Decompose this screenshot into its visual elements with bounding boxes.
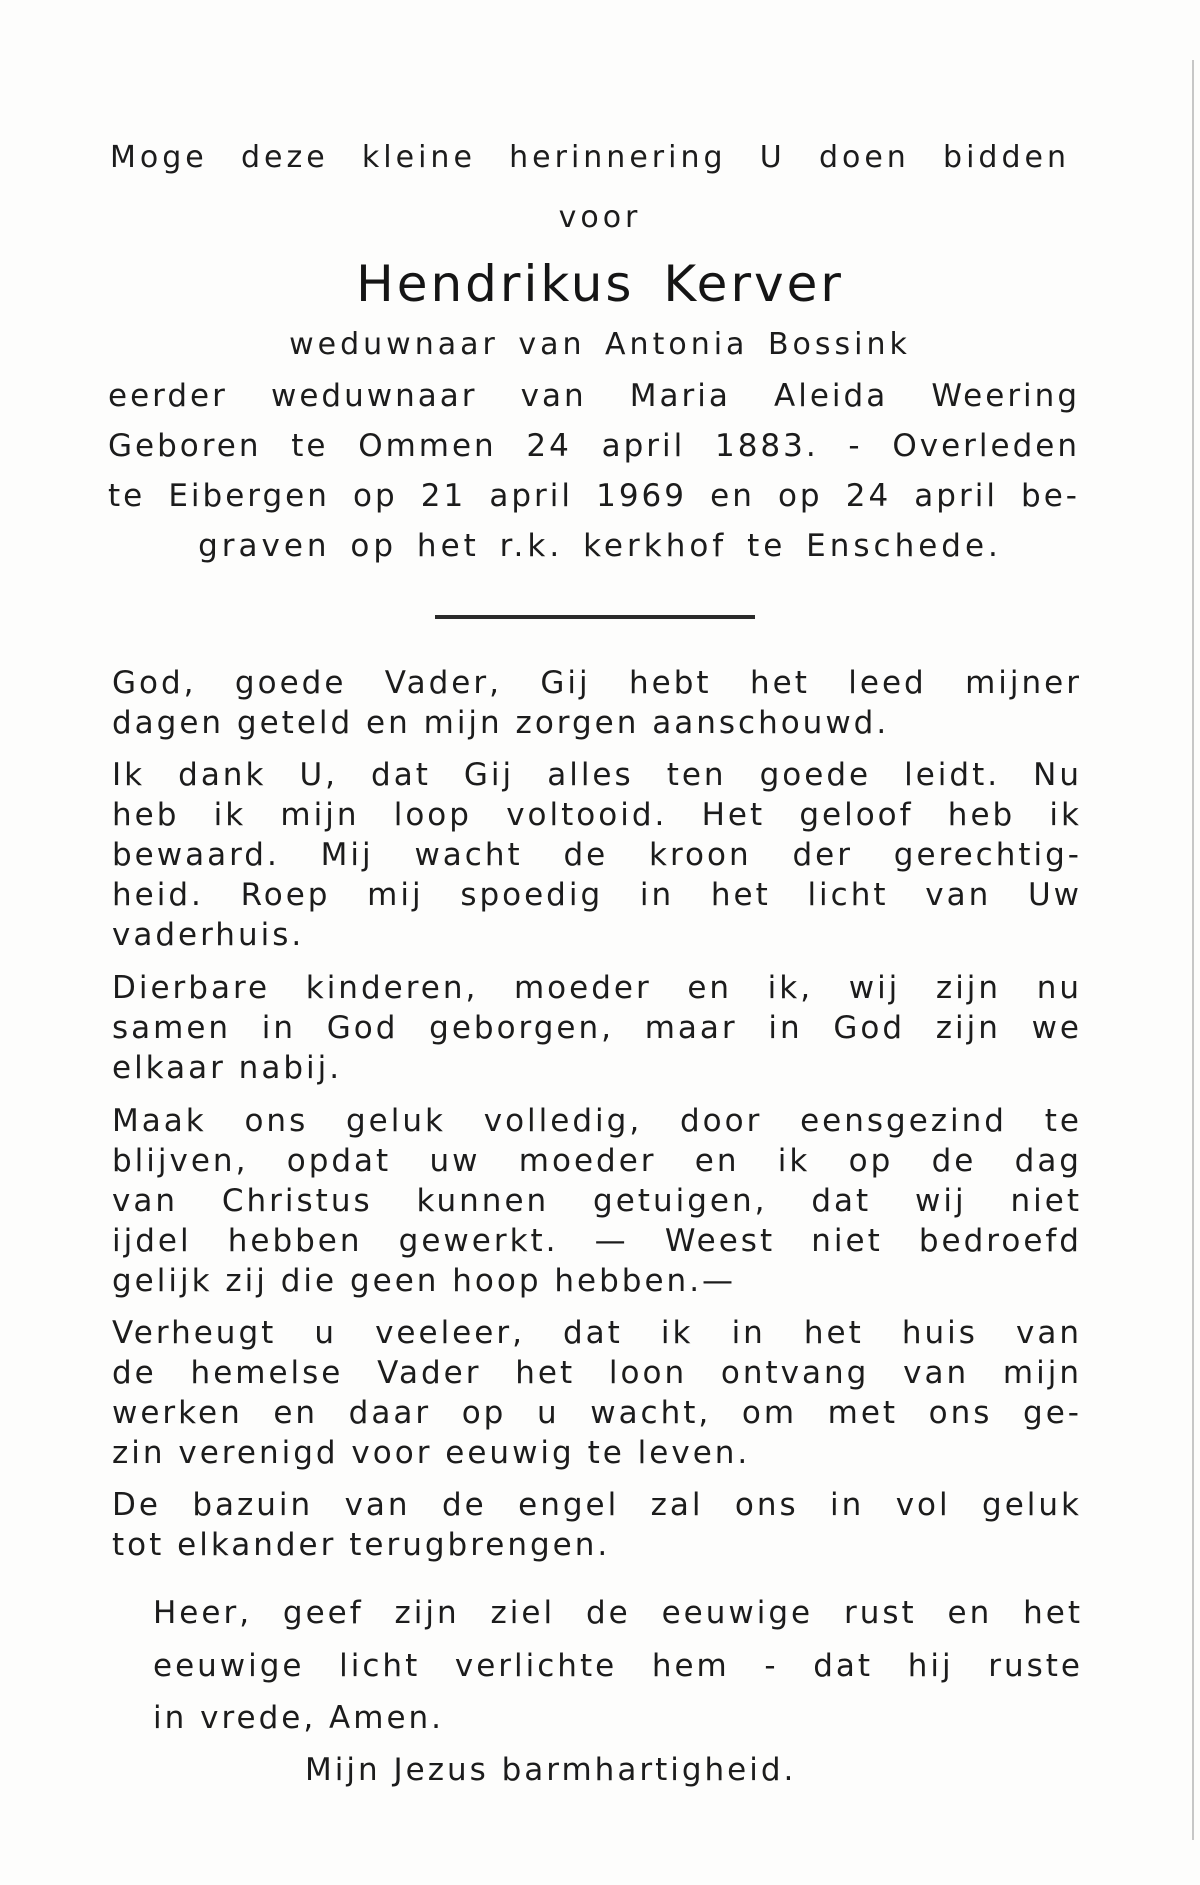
voor-line: voor [558,200,642,235]
bio-line-born: Geboren te Ommen 24 april 1883. - Overleden [108,428,1080,464]
prayer-line: werken en daar op u wacht, om met ons ge- [112,1395,1082,1431]
separator-rule [435,615,755,619]
prayer-line: De bazuin van de engel zal ons in vol geluk [112,1487,1082,1523]
prayer-line: gelijk zij die geen hoop hebben.— [112,1263,737,1299]
final-prayer-line: Heer, geef zijn ziel de eeuwige rust en het [153,1595,1083,1631]
prayer-line: Verheugt u veeleer, dat ik in het huis van [112,1315,1082,1351]
prayer-line: dagen geteld en mijn zorgen aanschouwd. [112,705,890,741]
prayer-line: Maak ons geluk volledig, door eensgezind te [112,1103,1082,1139]
deceased-name: Hendrikus Kerver [356,255,844,313]
bio-line-died: te Eibergen op 21 april 1969 en op 24 april be- [108,478,1080,514]
prayer-line: heid. Roep mij spoedig in het licht van Uw [112,877,1082,913]
prayer-line: ijdel hebben gewerkt. — Weest niet bedroefd [112,1223,1082,1259]
prayer-line: elkaar nabij. [112,1050,343,1086]
prayer-line: tot elkander terugbrengen. [112,1527,611,1563]
final-prayer-line: eeuwige licht verlichte hem - dat hij ruste [153,1648,1083,1684]
prayer-line: samen in God geborgen, maar in God zijn we [112,1010,1082,1046]
closing-invocation: Mijn Jezus barmhartigheid. [305,1752,797,1788]
final-prayer-line: in vrede, Amen. [153,1700,445,1736]
prayer-line: heb ik mijn loop voltooid. Het geloof heb ik [112,797,1082,833]
bio-line-widower: weduwnaar van Antonia Bossink [289,327,911,362]
prayer-line: de hemelse Vader het loon ontvang van mijn [112,1355,1082,1391]
prayer-line: blijven, opdat uw moeder en ik op de dag [112,1143,1082,1179]
prayer-line: God, goede Vader, Gij hebt het leed mijner [112,665,1082,701]
prayer-line: vaderhuis. [112,917,305,953]
prayer-line: Ik dank U, dat Gij alles ten goede leidt. Nu [112,757,1082,793]
bio-line-buried: graven op het r.k. kerkhof te Enschede. [198,528,1002,564]
bio-line-earlier-widower: eerder weduwnaar van Maria Aleida Weering [108,378,1080,414]
intro-line: Moge deze kleine herinnering U doen bidden [110,140,1070,175]
prayer-line: Dierbare kinderen, moeder en ik, wij zijn nu [112,970,1082,1006]
prayer-line: zin verenigd voor eeuwig te leven. [112,1435,751,1471]
prayer-line: van Christus kunnen getuigen, dat wij niet [112,1183,1082,1219]
prayer-line: bewaard. Mij wacht de kroon der gerechtig- [112,837,1082,873]
